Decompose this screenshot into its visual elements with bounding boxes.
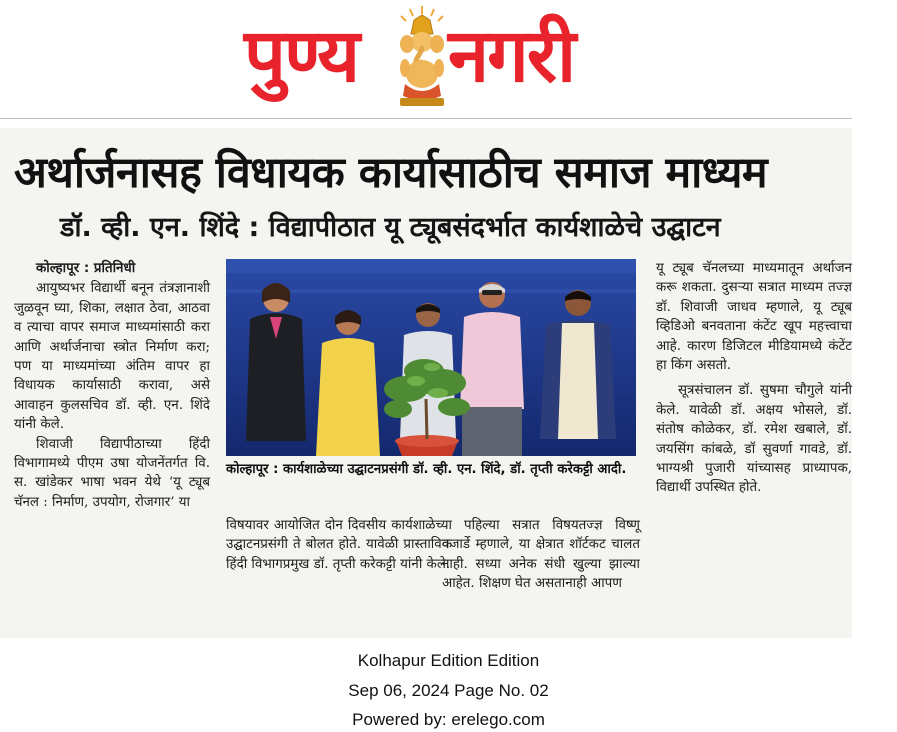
- ganesha-logo-icon: [392, 4, 452, 110]
- article-column-4: [656, 259, 852, 498]
- masthead-title-right: नगरी: [448, 13, 575, 99]
- article-column-3: [442, 516, 640, 594]
- article-paragraph: विषयावर आयोजित दोन दिवसीय कार्यशाळेच्या उद्घाटनप्रसंगी ते बोलत होते. यावेळी प्रास्ताविक हिंदी विभागप्रमुख डॉ. तृप्ती करेकट्टी यांनी केले.: [226, 518, 452, 572]
- masthead-divider: [0, 118, 852, 119]
- article-photo: [226, 259, 636, 456]
- article-paragraph: शिवाजी विद्यापीठाच्या हिंदी विभागामध्ये पीएम उषा योजनेंतर्गत वि. स. खांडेकर भाषा भवन येथे ‘यू ट्यूब चॅनल : निर्माण, उपयोग, रोजगार’ या: [14, 436, 210, 510]
- article-dateline: कोल्हापूर : प्रतिनिधी: [36, 261, 136, 276]
- article-paragraph: पहिल्या सत्रात विषयतज्ज्ञ विष्णू वजार्डे म्हणाले, या क्षेत्रात शॉर्टकट चालत नाही. सध्या अनेक संधी खुल्या झाल्या आहेत. शिक्षण घेत असतानाही आपण: [442, 518, 640, 592]
- masthead: [0, 0, 897, 118]
- article-paragraph: यू ट्यूब चॅनलच्या माध्यमातून अर्थाजन करू शकता. दुसऱ्या सत्रात माध्यम तज्ज्ञ डॉ. शिवाजी जाधव म्हणाले, यू ट्यूब व्हिडिओ बनवताना कंटेंट खूप महत्त्वाचा आहे. कारण डिजिटल मीडियामध्ये कंटेंट हा किंग असतो.: [656, 261, 852, 374]
- powered-by-label: Powered by: erelego.com: [352, 710, 545, 729]
- masthead-title-left: पुण्य: [244, 13, 359, 99]
- article-headline: अर्थार्जनासह विधायक कार्यासाठीच समाज माध्यम: [14, 148, 768, 198]
- edition-label: Kolhapur Edition Edition: [357, 651, 540, 670]
- article-column-1: [14, 259, 210, 512]
- article-paragraph: आयुष्यभर विद्यार्थी बनून तंत्रज्ञानाशी जुळवून घ्या, शिका, लक्षात ठेवा, आठवा व त्याचा वापर समाज माध्यमांसाठी करा आणि अर्थार्जनाचा स्त्रोत निर्माण करा; पण या माध्यमांच्या अंतिम वापर हा विधायक कार्यासाठी करावा, असे आवाहन कुलसचिव डॉ. व्ही. एन. शिंदे यांनी केले.: [14, 281, 210, 433]
- article-subheadline: डॉ. व्ही. एन. शिंदे : विद्यापीठात यू ट्यूबसंदर्भात कार्यशाळेचे उद्घाटन: [60, 212, 721, 243]
- article-paragraph: सूत्रसंचालन डॉ. सुषमा चौगुले यांनी केले. यावेळी डॉ. अक्षय भोसले, डॉ. संतोष कोळेकर, डॉ. रमेश खबाले, डॉ. जयसिंग कांबळे, डॉ सुवर्णा गावडे, डॉ. भाग्यश्री पुजारी यांच्यासह प्राध्यापक, विद्यार्थी उपस्थित होते.: [656, 383, 852, 496]
- date-page-label: Sep 06, 2024 Page No. 02: [348, 681, 549, 700]
- article-column-2: [226, 516, 452, 574]
- photo-caption: कोल्हापूर : कार्यशाळेच्या उद्घाटनप्रसंगी डॉ. व्ही. एन. शिंदे, डॉ. तृप्ती करेकट्टी आदी.: [226, 462, 627, 477]
